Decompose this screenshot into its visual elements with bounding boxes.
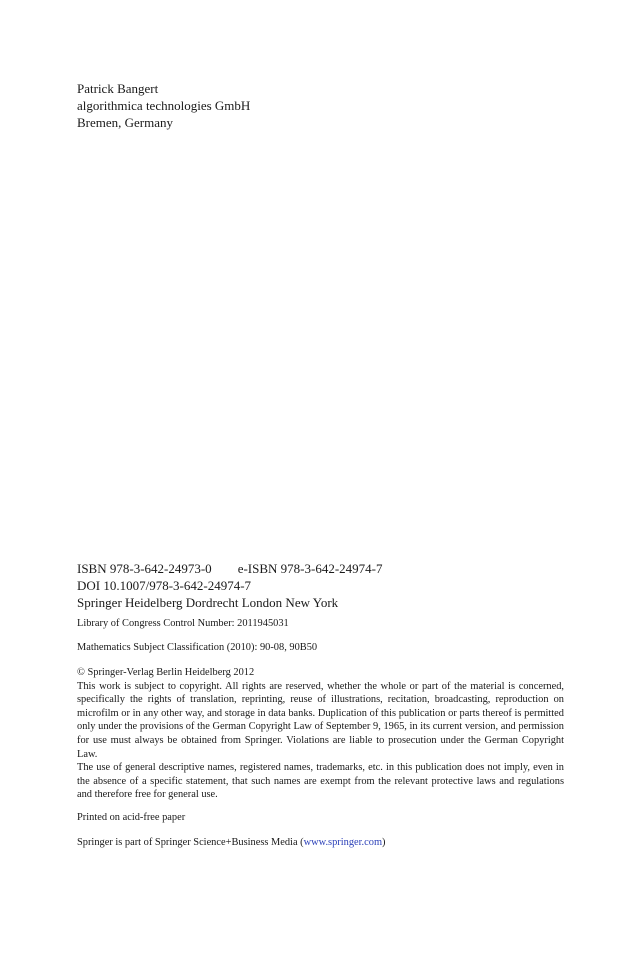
copyright-block	[77, 666, 564, 802]
author-affiliation: algorithmica technologies GmbH	[77, 98, 251, 113]
author-name: Patrick Bangert	[77, 81, 159, 96]
copyright-paragraph-1: This work is subject to copyright. All rights are reserved, whether the whole or part of the material is concerned, specifically the rights of translation, reprinting, reuse of illustrations, recitation, broadcasting, reproduction on microfilm or in any other way, and storage in data banks. Duplication of this publication or parts thereof is permitted only under the provisions of the German Copyright Law of September 9, 1965, in its current version, and permission for use must always be obtained from Springer. Violations are liable to prosecution under the German Copyright Law.	[77, 680, 564, 760]
doi: DOI 10.1007/978-3-642-24974-7	[77, 578, 252, 593]
springer-part-line	[77, 836, 564, 850]
publication-info	[77, 560, 565, 611]
isbn-row	[77, 560, 565, 577]
publisher-line: Springer Heidelberg Dordrecht London New York	[77, 595, 339, 610]
author-block	[77, 80, 250, 131]
springer-part-prefix: Springer is part of Springer Science+Business Media (	[77, 837, 304, 848]
msc-classification: Mathematics Subject Classification (2010): 90-08, 90B50	[77, 642, 318, 653]
lccn: Library of Congress Control Number: 2011945031	[77, 618, 289, 629]
author-location: Bremen, Germany	[77, 115, 174, 130]
springer-part-suffix: )	[382, 837, 386, 848]
springer-website-link[interactable]: www.springer.com	[303, 837, 383, 848]
copyright-line: © Springer-Verlag Berlin Heidelberg 2012	[77, 667, 255, 678]
copyright-paragraph-2: The use of general descriptive names, registered names, trademarks, etc. in this publication does not imply, even in the absence of a specific statement, that such names are exempt from the relevant protective laws and regulations and therefore free for general use.	[77, 762, 564, 801]
printed-note: Printed on acid-free paper	[77, 812, 186, 823]
isbn: ISBN 978-3-642-24973-0	[77, 561, 212, 576]
eisbn: e-ISBN 978-3-642-24974-7	[237, 561, 383, 576]
